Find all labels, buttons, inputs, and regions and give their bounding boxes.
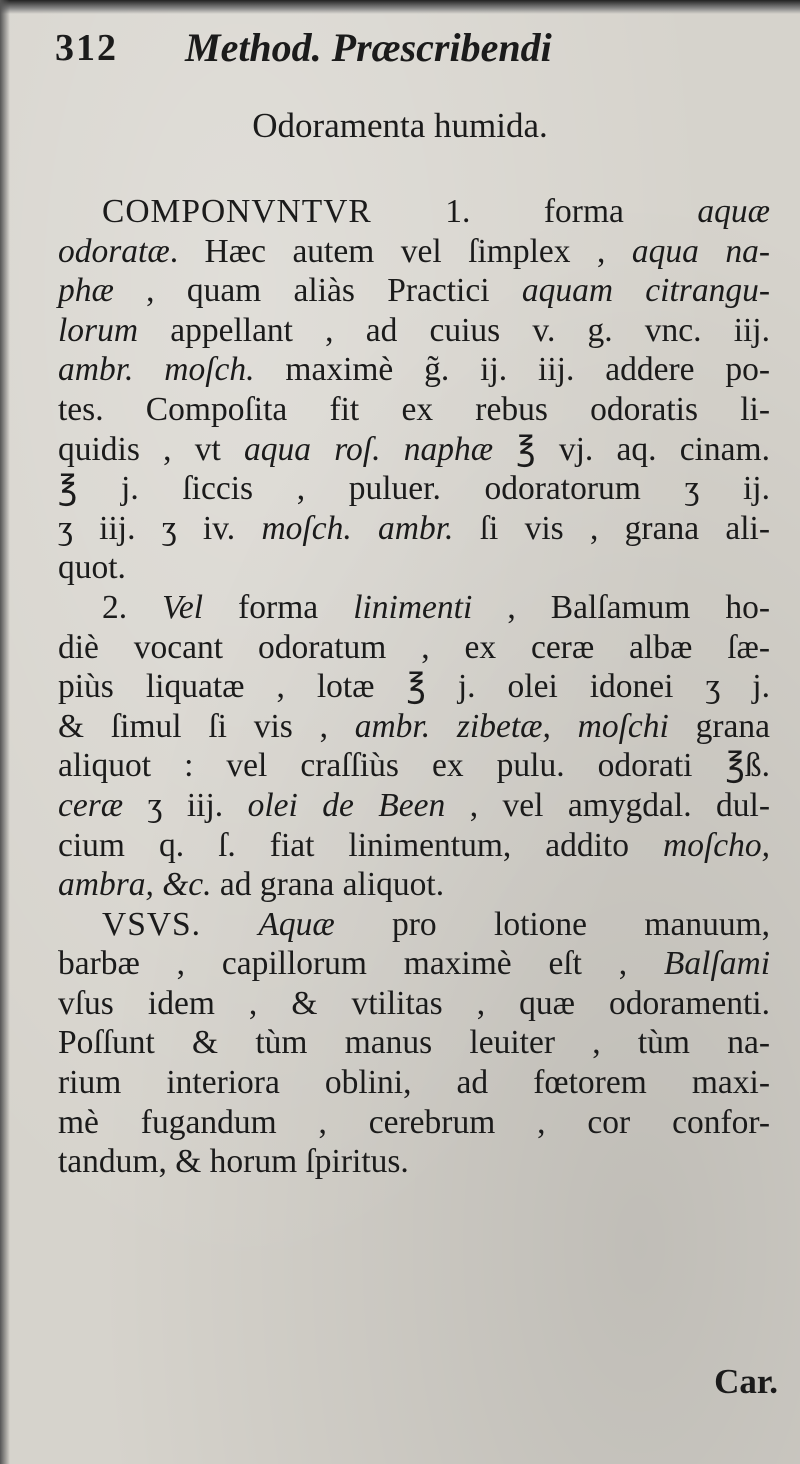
italic-run: ambr. zibetæ, moſchi bbox=[354, 707, 669, 745]
text-run: tes. Compoſita fit ex rebus odoratis li- bbox=[58, 390, 770, 428]
text-run: aliquot : vel craſſiùs ex pulu. odorati ℥ß. bbox=[58, 747, 770, 785]
running-head bbox=[55, 22, 755, 72]
text-run: mè fugandum , cerebrum , cor confor- bbox=[58, 1103, 770, 1141]
text-run: . Hæc autem vel ſimplex , bbox=[169, 232, 632, 270]
body-text bbox=[58, 192, 770, 1182]
text-run: vſus idem , & vtilitas , quæ odoramenti. bbox=[58, 984, 770, 1022]
text-run: 1. forma bbox=[371, 193, 698, 230]
text-run: 2. bbox=[102, 588, 163, 626]
italic-run: aqua roſ. naphæ bbox=[244, 430, 494, 468]
page-left-edge bbox=[0, 0, 10, 1464]
text-run: ℥ vj. aq. cinam. bbox=[493, 430, 770, 468]
text-run: Poſſunt & tùm manus leuiter , tùm na- bbox=[58, 1024, 770, 1062]
italic-run: aquæ bbox=[697, 193, 770, 230]
text-run: ʒ iij. bbox=[123, 786, 248, 824]
text-line bbox=[58, 667, 770, 707]
italic-run: aqua na- bbox=[631, 232, 770, 270]
text-line bbox=[58, 1063, 770, 1103]
text-line bbox=[58, 192, 770, 232]
text-line bbox=[58, 786, 770, 826]
text-run: piùs liquatæ , lotæ ℥ j. olei idonei ʒ j. bbox=[58, 668, 770, 706]
text-line bbox=[58, 984, 770, 1024]
caps-run: VSVS. bbox=[102, 905, 202, 943]
text-line bbox=[58, 588, 770, 628]
text-line bbox=[58, 1023, 770, 1063]
text-line bbox=[58, 469, 770, 509]
italic-run: linimenti bbox=[353, 588, 473, 626]
text-run: barbæ , capillorum maximè eſt , bbox=[58, 945, 664, 983]
text-run: ℥ j. ſiccis , puluer. odoratorum ʒ ij. bbox=[58, 470, 770, 508]
italic-run: Balſami bbox=[663, 945, 770, 983]
italic-run: Vel bbox=[162, 588, 204, 626]
text-line bbox=[58, 707, 770, 747]
text-line bbox=[58, 350, 770, 390]
italic-run: phæ bbox=[58, 272, 114, 310]
italic-run: Aquæ bbox=[258, 905, 335, 943]
text-run: quot. bbox=[58, 549, 126, 587]
text-run: & ſimul ſi vis , bbox=[58, 707, 355, 745]
running-title: Method. Præscribendi bbox=[185, 25, 552, 70]
italic-run: ambr. moſch. bbox=[58, 351, 255, 389]
text-line bbox=[58, 944, 770, 984]
italic-run: olei de Been bbox=[247, 786, 446, 824]
text-line bbox=[58, 430, 770, 470]
text-line bbox=[58, 548, 770, 588]
text-line bbox=[58, 509, 770, 549]
text-run: ʒ iij. ʒ iv. bbox=[58, 509, 262, 547]
text-line bbox=[58, 746, 770, 786]
italic-run: moſch. ambr. bbox=[261, 509, 454, 547]
text-run: forma bbox=[203, 588, 354, 626]
text-run: cium q. ſ. fiat linimentum, addito bbox=[58, 826, 663, 864]
text-run: pro lotione manuum, bbox=[334, 905, 771, 943]
text-run: ſi vis , grana ali- bbox=[453, 509, 770, 547]
italic-run: aquam citrangu- bbox=[521, 272, 770, 310]
text-run: diè vocant odoratum , ex ceræ albæ ſæ- bbox=[58, 628, 770, 666]
catchword: Car. bbox=[714, 1362, 778, 1401]
italic-run: lorum bbox=[58, 311, 139, 349]
text-line bbox=[58, 311, 770, 351]
page-top-edge bbox=[0, 0, 800, 14]
text-run: tandum, & horum ſpiritus. bbox=[58, 1143, 409, 1181]
text-line bbox=[58, 1103, 770, 1143]
text-run: , vel amygdal. dul- bbox=[445, 786, 770, 824]
italic-run: ambra, &c. bbox=[58, 866, 212, 904]
italic-run: moſcho, bbox=[663, 826, 770, 864]
text-line bbox=[58, 1142, 770, 1182]
text-line bbox=[58, 628, 770, 668]
text-run bbox=[201, 906, 258, 943]
text-line bbox=[58, 232, 770, 272]
text-run: appellant , ad cuius v. g. vnc. iij. bbox=[138, 311, 770, 349]
section-title: Odoramenta humida. bbox=[252, 106, 548, 145]
text-run: ad grana aliquot. bbox=[211, 866, 445, 904]
text-run: rium interiora oblini, ad fœtorem maxi- bbox=[58, 1064, 770, 1102]
text-run: quidis , vt bbox=[58, 430, 245, 468]
text-run: , Balſamum ho- bbox=[472, 588, 771, 626]
caps-run: COMPONVNTVR bbox=[102, 193, 372, 230]
text-line bbox=[58, 826, 770, 866]
italic-run: odoratæ bbox=[58, 232, 170, 270]
text-line bbox=[58, 865, 770, 905]
text-run: maximè g̃. ij. iij. addere po- bbox=[254, 351, 770, 389]
page-number: 312 bbox=[55, 27, 118, 69]
text-line bbox=[58, 905, 770, 945]
text-line bbox=[58, 271, 770, 311]
text-run: , quam aliàs Practici bbox=[113, 272, 522, 310]
italic-run: ceræ bbox=[58, 786, 124, 824]
text-line bbox=[58, 390, 770, 430]
text-run: grana bbox=[668, 707, 770, 745]
